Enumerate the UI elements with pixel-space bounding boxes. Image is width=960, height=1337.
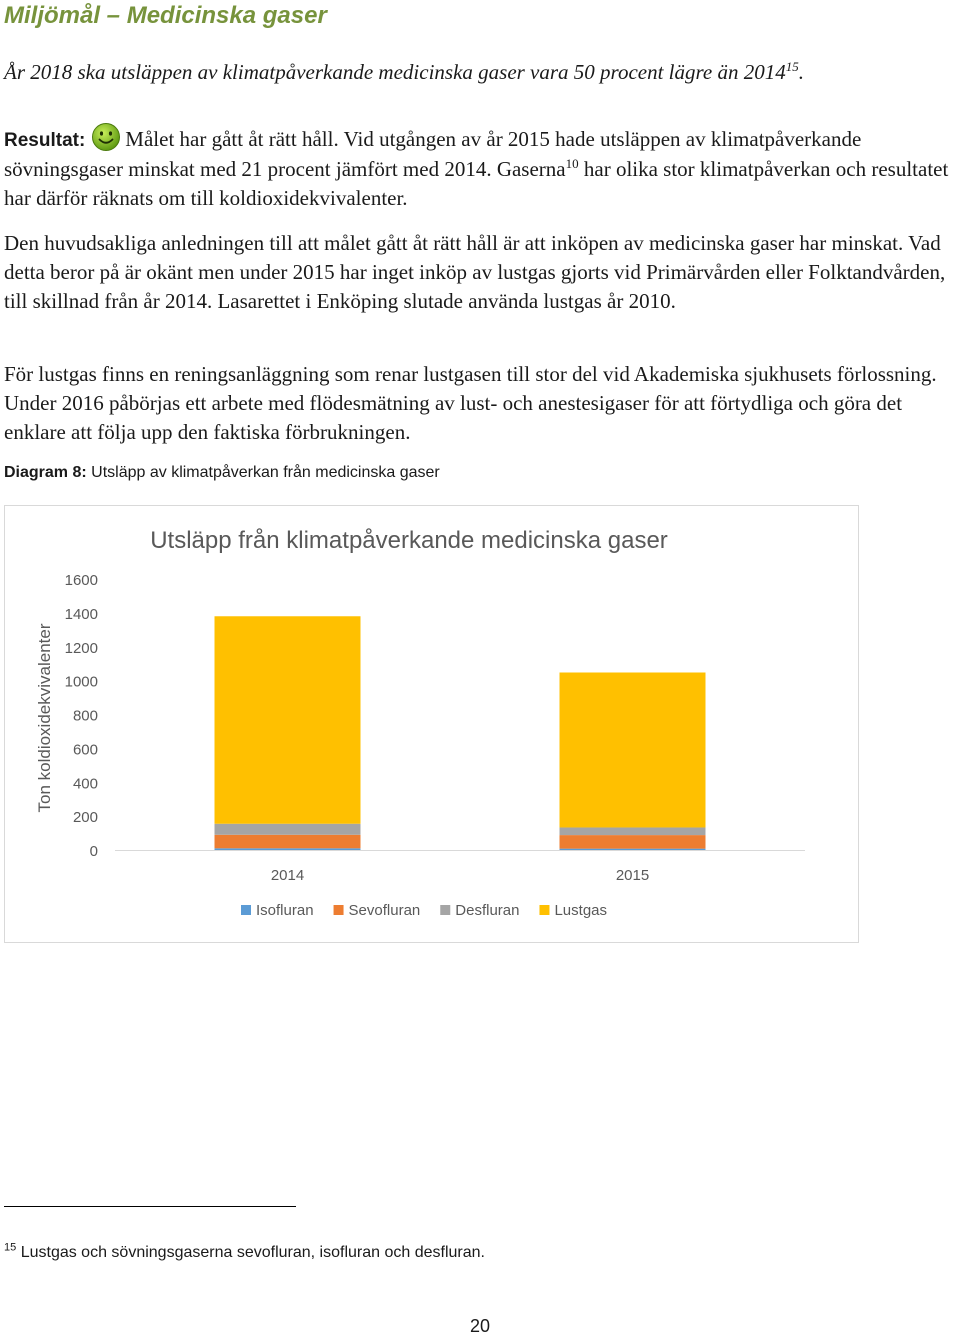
- bar-segment-desfluran-2015: [560, 827, 706, 835]
- goal-end: .: [798, 60, 804, 84]
- bar-segment-sevofluran-2015: [560, 835, 706, 849]
- result-text-b: har olika stor klimatpåverkan och resultatet har därför räknats om till koldioxidekvivalenter.: [4, 157, 949, 210]
- legend-swatch-sevofluran: [334, 905, 344, 915]
- legend-swatch-lustgas: [539, 905, 549, 915]
- paragraph-purchases: Den huvudsakliga anledningen till att målet gått åt rätt håll är att inköpen av medicinska gaser har minskat. Vad detta beror på är okänt men under 2015 har inget inköp av lustgas gjorts vid Primärvården eller Folktandvården, till skillnad från år 2014. Lasarettet i Enköping slutade använda lustgas år 2010.: [4, 231, 946, 313]
- y-tick-label: 1200: [64, 639, 98, 657]
- footnote-ref-10: 10: [565, 156, 579, 171]
- bar-segment-isofluran-2014: [215, 848, 361, 850]
- chart-title: Utsläpp från klimatpåverkande medicinska gaser: [150, 527, 668, 554]
- bar-segment-lustgas-2014: [215, 616, 361, 823]
- legend-swatch-isofluran: [241, 905, 251, 915]
- paragraph-cleaning: För lustgas finns en reningsanläggning som renar lustgasen till stor del vid Akademiska sjukhusets förlossning. Under 2016 påbörjas ett arbete med flödesmätning av lust- och anestesigaser för att förtydliga och göra det enklare att följa upp den faktiska förbrukningen.: [4, 362, 937, 444]
- footnote-divider: [4, 1206, 296, 1207]
- bar-segment-sevofluran-2014: [215, 835, 361, 849]
- chart-svg: [5, 506, 860, 944]
- y-tick-label: 1600: [64, 572, 98, 589]
- footnote-number: 15: [4, 1241, 17, 1254]
- footnote: [4, 1241, 485, 1262]
- diagram-caption-text: Utsläpp av klimatpåverkan från medicinska gaser: [86, 464, 440, 481]
- legend-label-desfluran: Desfluran: [455, 902, 520, 919]
- y-tick-label: 200: [72, 809, 98, 827]
- y-tick-label: 1000: [64, 673, 98, 691]
- y-tick-label: 800: [72, 707, 98, 725]
- y-tick-label: 1400: [64, 605, 98, 623]
- footnote-text: Lustgas och sövningsgaserna sevofluran, isofluran och desfluran.: [16, 1244, 485, 1261]
- legend-label-sevofluran: Sevofluran: [348, 902, 421, 919]
- legend-swatch-desfluran: [440, 905, 450, 915]
- x-tick-label-2014: 2014: [270, 867, 305, 884]
- diagram-caption: [4, 464, 440, 482]
- bar-segment-isofluran-2015: [560, 849, 706, 850]
- y-tick-label: 0: [89, 843, 98, 860]
- y-tick-label: 400: [72, 775, 98, 793]
- smiley-icon: [91, 122, 121, 152]
- result-text-a: Målet har gått åt rätt håll. Vid utgången av år 2015 hade utsläppen av klimatpåverkande sövningsgaser minskat med 21 procent jämfört med 2014. Gaserna: [4, 127, 862, 181]
- goal-statement: [4, 60, 804, 85]
- legend-label-lustgas: Lustgas: [554, 902, 608, 919]
- y-axis-label: Ton koldioxidekvivalenter: [35, 623, 54, 813]
- bar-segment-lustgas-2015: [560, 672, 706, 827]
- footnote-ref-15: 15: [785, 59, 799, 74]
- legend-label-isofluran: Isofluran: [256, 902, 314, 919]
- page-heading: Miljömål – Medicinska gaser: [4, 2, 327, 29]
- diagram-caption-label: Diagram 8:: [4, 464, 87, 481]
- y-tick-label: 600: [72, 741, 98, 759]
- x-tick-label-2015: 2015: [615, 867, 650, 884]
- goal-text: År 2018 ska utsläppen av klimatpåverkande medicinska gaser vara 50 procent lägre än 2014: [4, 60, 786, 84]
- chart: [4, 505, 859, 943]
- result-label: Resultat:: [4, 130, 86, 151]
- page-number: 20: [469, 1316, 491, 1336]
- result-paragraph: [4, 122, 959, 213]
- bar-segment-desfluran-2014: [215, 824, 361, 835]
